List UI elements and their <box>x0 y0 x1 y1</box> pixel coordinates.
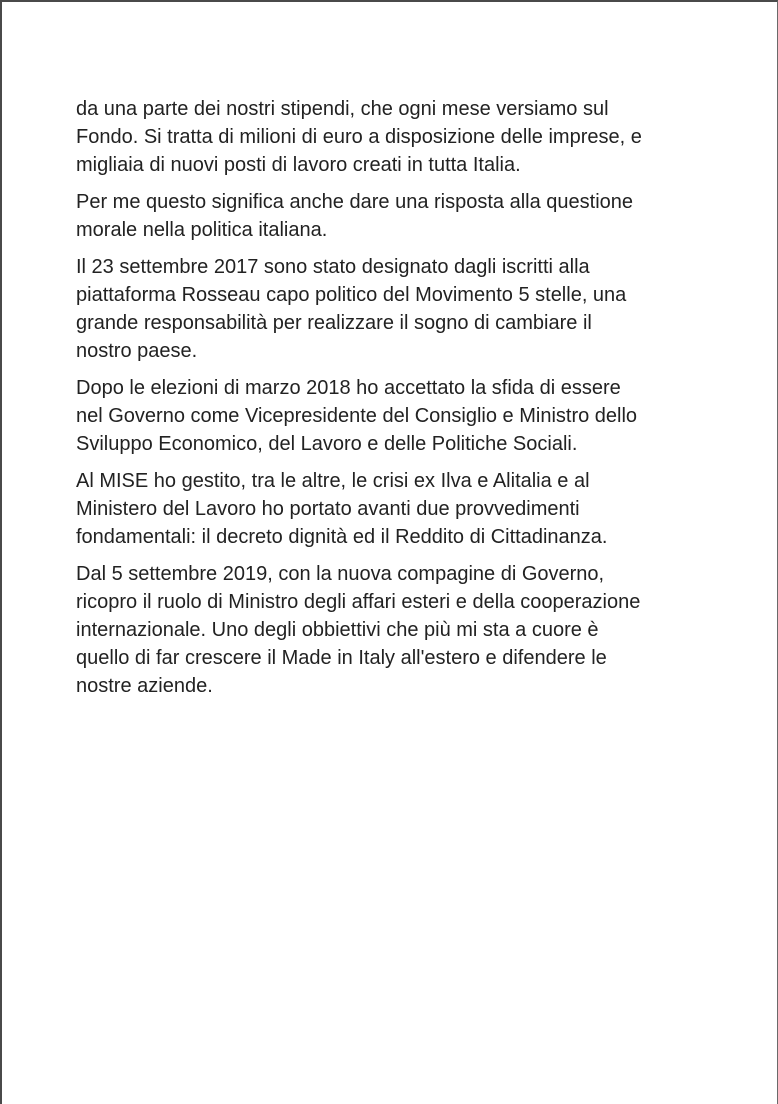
paragraph-mise: Al MISE ho gestito, tra le altre, le crisi ex Ilva e Alitalia e al Ministero del Lavoro ho portato avanti due provvedimenti fondamentali: il decreto dignità ed il Reddito di Cittadinanza. <box>76 470 608 548</box>
paragraph-questione-morale: Per me questo significa anche dare una risposta alla questione morale nella politica italiana. <box>76 191 634 241</box>
paragraph-governo-2018: Dopo le elezioni di marzo 2018 ho accettato la sfida di essere nel Governo come Vicepresidente del Consiglio e Ministro dello Sviluppo Economico, del Lavoro e delle Politiche Sociali. <box>76 377 638 455</box>
paragraph-capo-politico: Il 23 settembre 2017 sono stato designato dagli iscritti alla piattaforma Rosseau capo politico del Movimento 5 stelle, una grande responsabilità per realizzare il sogno di cambiare il nostro paese. <box>76 256 627 362</box>
document-body <box>76 95 726 709</box>
paragraph-affari-esteri: Dal 5 settembre 2019, con la nuova compagine di Governo, ricopro il ruolo di Ministro degli affari esteri e della cooperazione internazionale. Uno degli obbiettivi che più mi sta a cuore è quello di far crescere il Made in Italy all'estero e difendere le nostre aziende. <box>76 563 641 697</box>
paragraph-fondo: da una parte dei nostri stipendi, che ogni mese versiamo sul Fondo. Si tratta di milioni di euro a disposizione delle imprese, e migliaia di nuovi posti di lavoro creati in tutta Italia. <box>76 98 642 176</box>
